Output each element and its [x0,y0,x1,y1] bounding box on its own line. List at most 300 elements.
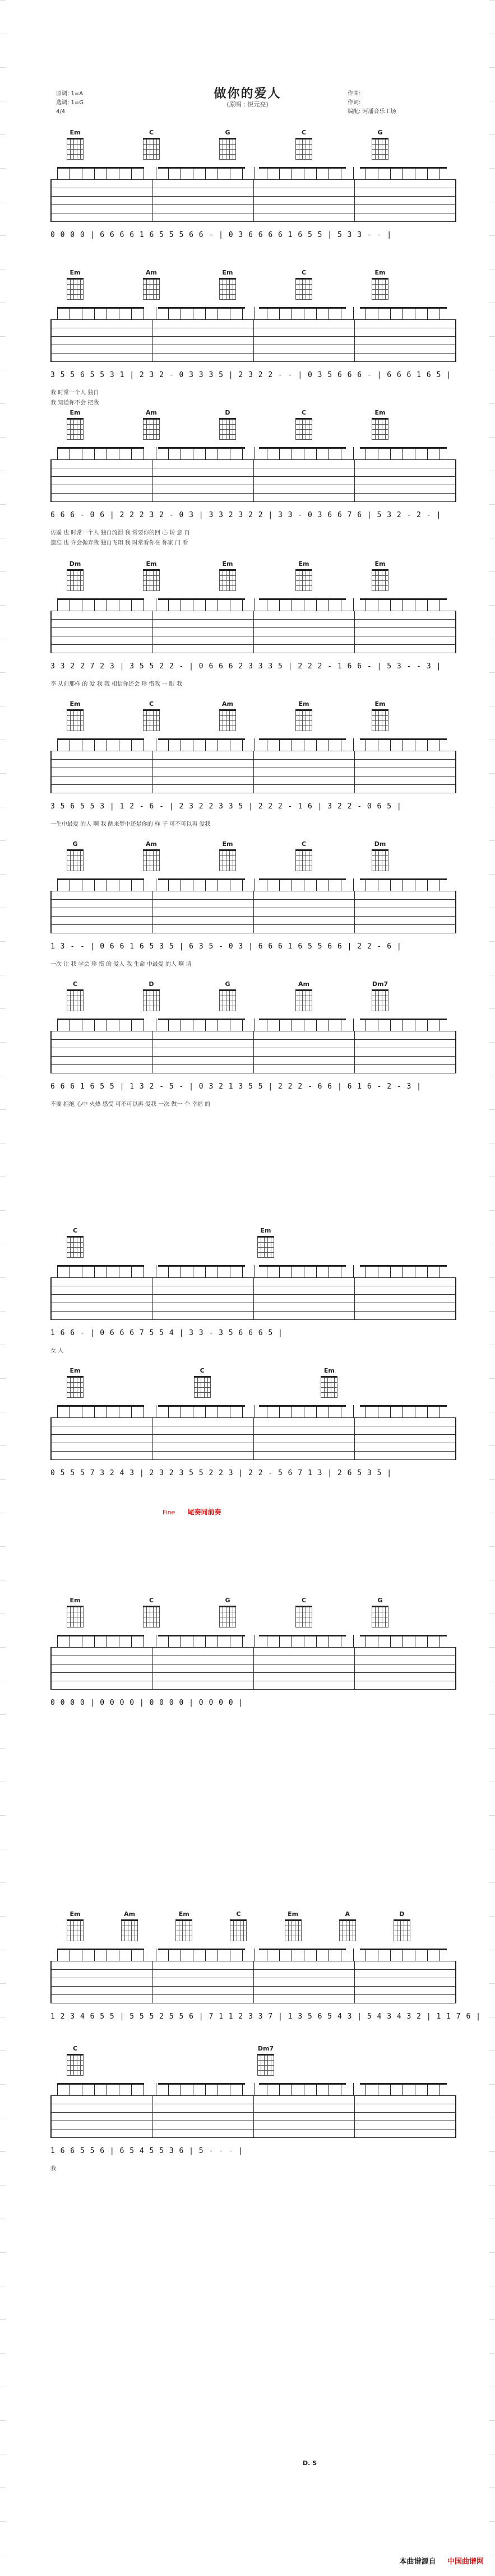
chord-name: C [149,1597,154,1604]
chord-diagram [252,2045,279,2076]
chord-name: G [225,129,230,136]
note-stem [427,447,428,459]
chord-grid-icon [219,1606,236,1628]
barline [253,319,254,362]
chord-grid-icon [295,849,312,871]
footer-site[interactable]: 中国曲谱网 [447,2558,484,2566]
song-subtitle: (原唱 : 悦元亮) [226,101,269,108]
note-stem [390,167,391,179]
jianpu-line: 3 5 6 5 5 3 | 1 2 - 6 - | 2 3 2 2 3 3 5 | 2 2 2 - 1 6 | 3 2 2 - 0 6 5 | [50,802,402,811]
note-stem [205,1265,206,1277]
selected-key: 选调: 1=G [56,100,84,106]
chord-grid-icon [339,1919,356,1941]
key-info [56,90,84,117]
note-stem [168,1019,169,1031]
barline [152,319,153,362]
note-beam [158,1265,245,1267]
note-stem [427,878,428,891]
footer-source: 本曲谱源自 [399,2558,436,2566]
chord-name: Em [298,700,309,708]
note-stem [316,447,317,459]
composer: 作曲: [348,91,361,97]
lyrics-line-1: 不要 拒绝 心中 火热 感受 可不可以再 爱我 一次 做一 个 幸福 的 [50,1101,210,1108]
barline [152,751,153,793]
lyrics-line-1: 一次 让 我 学会 珍 惜 的 爱人 我 生命 中最爱 的人 啊 请 [50,961,192,968]
note-stem [279,1265,280,1277]
chord-diagram [290,700,317,731]
barline [354,1417,355,1460]
barline [152,459,153,502]
note-stem [57,1949,58,1961]
chord-name: Em [374,700,386,708]
chord-diagram [367,269,394,300]
chord-grid-icon [143,278,160,300]
note-stem [205,2083,206,2095]
chord-diagram [367,129,394,160]
note-stem [94,878,95,891]
jianpu-line: 3 3 2 2 7 2 3 | 3 5 5 2 2 - | 0 6 6 6 2 3 3 3 5 | 2 2 2 - 1 6 6 - | 5 3 - - 3 | [50,662,442,671]
chord-grid-icon [67,418,84,440]
barline [354,1031,355,1073]
chord-diagram [138,269,165,300]
chord-name: Am [298,980,309,988]
right-margin-rule [489,0,495,2576]
chord-diagram [170,1910,197,1941]
chord-diagram [214,409,241,440]
chord-name: D [149,980,154,988]
chord-grid-icon [372,709,388,731]
credits [348,90,396,117]
chord-grid-icon [219,138,236,160]
note-stem [427,307,428,319]
chord-grid-icon [67,709,84,731]
lyrics-line-1: 李 从前那样 的 爱 我 我 相信你还会 珍 惜我 一 眼 我 [50,681,182,687]
note-beam [57,447,144,449]
note-stem [168,447,169,459]
chord-diagram [62,560,89,591]
chord-grid-icon [372,418,388,440]
note-beam [360,878,447,880]
original-key: 原调: 1=A [56,91,84,97]
note-stem [168,1265,169,1277]
chord-diagram [62,1910,89,1941]
chord-name: C [301,409,307,416]
chord-name: Am [222,700,233,708]
barline [152,1031,153,1073]
note-stem [279,598,280,611]
chord-grid-icon [372,989,388,1011]
note-stem [427,1949,428,1961]
jianpu-line: 1 2 3 4 6 5 5 | 5 5 5 2 5 5 6 | 7 1 1 2 3 3 7 | 1 3 5 6 5 4 3 | 5 4 3 4 3 2 | 1 1 7 6 | [50,2012,481,2021]
chord-grid-icon [295,569,312,591]
chord-grid-icon [257,1236,274,1258]
note-stem [390,1405,391,1417]
note-beam [158,1635,245,1636]
barline [354,459,355,502]
note-beam [57,598,144,600]
note-stem [390,1635,391,1647]
note-beam [259,447,346,449]
barline [253,751,254,793]
barline [253,1647,254,1690]
tab-staff [50,179,456,222]
chord-name: C [301,840,307,848]
ds-mark: D. S [303,2459,317,2467]
chord-name: Em [70,129,81,136]
note-beam [259,307,346,309]
chord-grid-icon [194,1376,211,1398]
jianpu-line: 0 5 5 5 7 3 2 4 3 | 2 3 2 3 5 5 2 2 3 | 2 2 - 5 6 7 1 3 | 2 6 5 3 5 | [50,1469,392,1477]
lyrics-line-2: 我 知道你不会 把我 [50,400,99,406]
barline [152,179,153,222]
chord-name: Dm7 [257,2045,274,2052]
note-stem [131,1949,132,1961]
chord-diagram [214,980,241,1011]
lyrics-line-1: 我 时常一个人 独自 [50,390,99,396]
note-stem [242,1405,243,1417]
chord-diagram [367,1597,394,1628]
note-stem [131,1265,132,1277]
note-stem [168,1635,169,1647]
note-stem [57,878,58,891]
note-stem [94,1949,95,1961]
jianpu-line: 1 6 6 - | 0 6 6 6 7 5 5 4 | 3 3 - 3 5 6 6 6 5 | [50,1329,283,1337]
chord-diagram [116,1910,143,1941]
note-stem [316,1405,317,1417]
chord-name: C [72,2045,78,2052]
chord-name: D [399,1910,405,1918]
note-beam [360,2083,447,2085]
note-beam [158,1949,245,1950]
note-stem [57,1635,58,1647]
note-stem [94,2083,95,2095]
chord-name: Em [374,409,386,416]
chord-grid-icon [143,138,160,160]
chord-grid-icon [372,1606,388,1628]
chord-diagram [138,700,165,731]
chord-name: C [149,129,154,136]
note-beam [57,1949,144,1950]
chord-diagram [214,129,241,160]
barline [152,2095,153,2138]
note-stem [316,878,317,891]
chord-name: G [377,129,383,136]
note-beam [158,878,245,880]
chord-grid-icon [143,418,160,440]
note-stem [131,598,132,611]
note-stem [205,167,206,179]
chord-diagram [225,1910,252,1941]
note-stem [131,878,132,891]
chord-diagram [280,1910,307,1941]
note-stem [427,1405,428,1417]
note-stem [131,447,132,459]
note-stem [353,1405,354,1417]
tab-staff [50,891,456,933]
chord-name: C [301,1597,307,1604]
chord-grid-icon [67,569,84,591]
chord-diagram [214,700,241,731]
jianpu-line: 6 6 6 1 6 5 5 | 1 3 2 - 5 - | 0 3 2 1 3 5 5 | 2 2 2 - 6 6 | 6 1 6 - 2 - 3 | [50,1082,422,1091]
tab-staff [50,1647,456,1690]
note-stem [57,2083,58,2095]
barline [253,1277,254,1320]
chord-diagram [367,560,394,591]
chord-grid-icon [257,2054,274,2076]
note-stem [205,738,206,751]
barline [354,319,355,362]
chord-diagram [62,129,89,160]
chord-name: G [225,980,230,988]
note-beam [57,1265,144,1267]
time-signature: 4/4 [56,109,66,115]
chord-diagram [316,1367,343,1398]
note-stem [57,738,58,751]
jianpu-line: 1 6 6 5 5 6 | 6 5 4 5 5 3 6 | 5 - - - | [50,2147,244,2155]
note-beam [360,738,447,740]
chord-grid-icon [67,1376,84,1398]
note-stem [205,447,206,459]
tab-staff [50,319,456,362]
note-stem [168,878,169,891]
note-stem [131,2083,132,2095]
jianpu-line: 1 3 - - | 0 6 6 1 6 5 3 5 | 6 3 5 - 0 3 | 6 6 6 1 6 5 5 6 6 | 2 2 - 6 | [50,942,402,951]
note-stem [279,167,280,179]
chord-name: Em [288,1910,299,1918]
chord-diagram [62,840,89,871]
left-margin-rule [0,0,6,2576]
chord-name: C [149,700,154,708]
note-stem [390,1265,391,1277]
chord-diagram [214,269,241,300]
note-stem [205,1635,206,1647]
note-beam [360,1019,447,1020]
note-stem [427,1019,428,1031]
barline [354,2095,355,2138]
note-beam [360,598,447,600]
note-stem [168,1405,169,1417]
chord-name: Am [146,409,157,416]
note-stem [242,1949,243,1961]
note-beam [259,1949,346,1950]
note-stem [205,878,206,891]
note-stem [353,738,354,751]
note-stem [94,598,95,611]
lyrics-line-2: 遗忘 也 许会抛弃我 独自飞翔 我 时常看你在 你家 门 看 [50,540,188,546]
note-stem [353,1635,354,1647]
lyrics-line-1: 我 [50,2166,56,2172]
chord-diagram [290,980,317,1011]
barline [253,459,254,502]
chord-grid-icon [295,709,312,731]
note-beam [360,1265,447,1267]
chord-diagram [138,129,165,160]
chord-name: Em [70,700,81,708]
note-stem [242,2083,243,2095]
chord-grid-icon [175,1919,192,1941]
note-stem [94,167,95,179]
note-stem [57,307,58,319]
note-stem [316,307,317,319]
lyrics-line-1: 访遥 也 时常一个人 独自流泪 我 常要你的回 心 转 意 再 [50,530,190,536]
chord-diagram [62,1367,89,1398]
barline [354,891,355,933]
chord-grid-icon [67,278,84,300]
barline [152,891,153,933]
note-stem [353,1019,354,1031]
chord-diagram [290,840,317,871]
note-beam [158,1019,245,1020]
chord-grid-icon [67,1919,84,1941]
chord-diagram [62,409,89,440]
chord-name: Em [298,560,309,568]
chord-name: Em [374,560,386,568]
jianpu-line: 0 0 0 0 | 0 0 0 0 | 0 0 0 0 | 0 0 0 0 | [50,1699,244,1707]
note-stem [279,1635,280,1647]
note-stem [205,1019,206,1031]
chord-grid-icon [67,849,84,871]
chord-grid-icon [219,418,236,440]
barline [354,751,355,793]
chord-grid-icon [67,138,84,160]
chord-grid-icon [295,989,312,1011]
chord-diagram [62,1597,89,1628]
note-stem [131,1019,132,1031]
chord-name: C [301,129,307,136]
note-stem [427,1635,428,1647]
chord-name: C [236,1910,241,1918]
note-stem [279,307,280,319]
chord-name: Em [323,1367,335,1374]
note-stem [168,1949,169,1961]
chord-grid-icon [143,709,160,731]
chord-diagram [214,840,241,871]
chord-grid-icon [219,569,236,591]
note-stem [316,1019,317,1031]
note-stem [279,878,280,891]
note-beam [360,447,447,449]
chord-grid-icon [372,569,388,591]
note-stem [94,1265,95,1277]
note-beam [259,878,346,880]
barline [253,2095,254,2138]
chord-diagram [138,560,165,591]
chord-grid-icon [143,1606,160,1628]
note-stem [242,167,243,179]
note-stem [279,1949,280,1961]
note-beam [57,1019,144,1020]
song-title: 做你的爱人 [214,87,281,101]
chord-name: D [225,409,230,416]
chord-grid-icon [321,1376,337,1398]
chord-grid-icon [372,138,388,160]
tab-staff [50,1961,456,2003]
chord-name: Em [374,269,386,276]
note-stem [353,1265,354,1277]
chord-grid-icon [67,1236,84,1258]
note-stem [242,738,243,751]
chord-name: Em [222,269,233,276]
barline [253,1417,254,1460]
note-beam [57,738,144,740]
chord-grid-icon [143,989,160,1011]
note-beam [259,1405,346,1407]
chord-name: Am [146,840,157,848]
note-stem [390,1949,391,1961]
tab-staff [50,1031,456,1073]
chord-diagram [367,840,394,871]
note-beam [57,307,144,309]
chord-diagram [62,269,89,300]
note-stem [316,167,317,179]
chord-grid-icon [372,849,388,871]
note-stem [242,598,243,611]
chord-diagram [189,1367,216,1398]
note-beam [57,1635,144,1636]
lyrics-line-1: 一生中最爱 的人 啊 我 醒来梦中还是你的 样 子 可不可以再 爱我 [50,821,211,827]
outro-note: 尾奏同前奏 [187,1508,221,1516]
note-stem [57,1405,58,1417]
chord-diagram [138,980,165,1011]
barline [253,1031,254,1073]
chord-name: Em [260,1227,271,1234]
chord-diagram [388,1910,415,1941]
note-stem [131,307,132,319]
note-stem [131,167,132,179]
note-stem [390,447,391,459]
note-stem [279,2083,280,2095]
note-stem [427,738,428,751]
chord-name: A [345,1910,350,1918]
note-stem [94,738,95,751]
note-stem [94,1019,95,1031]
chord-name: Em [222,840,233,848]
note-beam [259,1635,346,1636]
lyrics-line-1: 女 人 [50,1348,64,1354]
note-beam [57,167,144,169]
note-stem [316,1949,317,1961]
chord-grid-icon [143,569,160,591]
barline [354,1961,355,2003]
chord-name: C [72,1227,78,1234]
chord-name: G [225,1597,230,1604]
barline [354,611,355,653]
tab-staff [50,1277,456,1320]
chord-grid-icon [394,1919,410,1941]
chord-diagram [290,409,317,440]
tab-staff [50,751,456,793]
chord-name: C [301,269,307,276]
note-stem [279,447,280,459]
note-beam [158,598,245,600]
note-stem [94,307,95,319]
chord-grid-icon [219,278,236,300]
note-beam [158,2083,245,2085]
note-stem [57,598,58,611]
chord-name: C [200,1367,205,1374]
note-stem [131,1405,132,1417]
note-stem [279,1019,280,1031]
note-beam [158,738,245,740]
note-beam [57,878,144,880]
note-stem [168,598,169,611]
barline [253,891,254,933]
note-stem [205,1405,206,1417]
tab-staff [50,459,456,502]
note-stem [131,738,132,751]
note-beam [360,167,447,169]
chord-name: Em [70,1597,81,1604]
